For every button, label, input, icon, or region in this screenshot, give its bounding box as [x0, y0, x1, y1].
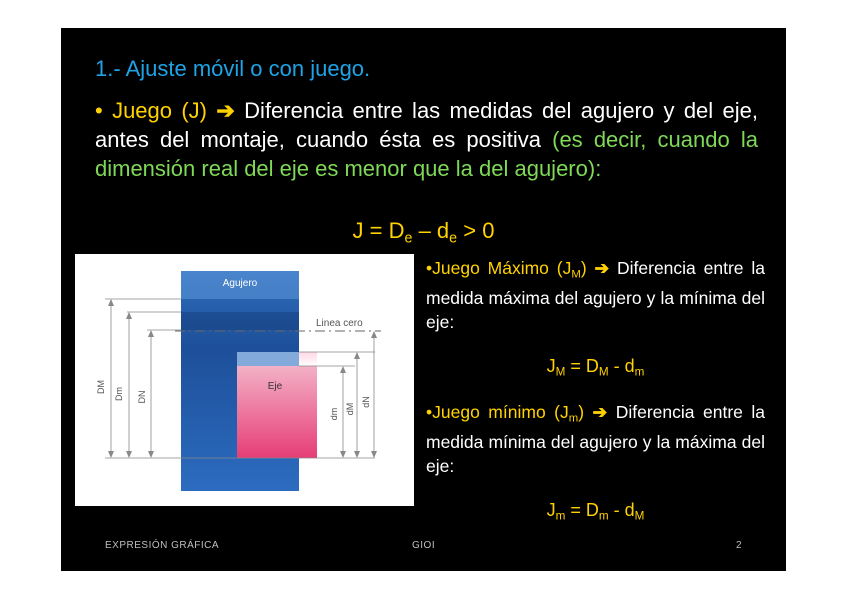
- footer-center: GIOI: [412, 540, 436, 551]
- max-play-definition: Diferencia entre la medida máxima del agujero y la mínima del eje:: [426, 258, 765, 333]
- dim-label-dN: dN: [361, 396, 371, 408]
- dim-label-dM: dM: [345, 402, 355, 416]
- zero-line-label: Linea cero: [316, 318, 363, 329]
- bullet: •: [95, 98, 103, 123]
- fit-diagram-svg: [75, 254, 414, 506]
- min-play-formula: $J_m = D_m - d_M$: [546, 500, 645, 523]
- fit-diagram: [75, 254, 414, 506]
- intro-paragraph: [95, 96, 758, 183]
- max-play-text: [426, 256, 765, 334]
- arrow-right-icon: ➔: [594, 258, 610, 278]
- dim-label-DN: DN: [137, 390, 147, 404]
- main-formula: $J = D_e - d_e > 0$: [352, 218, 495, 247]
- dim-label-Dm: Dm: [114, 387, 124, 401]
- shaft-block: [237, 366, 317, 458]
- dim-label-DM: DM: [96, 380, 106, 394]
- intro-definition: Diferencia entre las medidas del agujero y del eje, antes del montaje, cuando ésta es positiva: [95, 98, 758, 152]
- dim-label-dm: dm: [329, 407, 339, 421]
- bullet: •: [426, 402, 433, 422]
- hole-label: Agujero: [222, 278, 258, 289]
- term-juego-minimo: Juego mínimo $(J_m)$: [432, 402, 585, 425]
- intro-clarification: (es decir, cuando la dimensión real del eje es menor que la del agujero):: [95, 127, 758, 181]
- slide-title: 1.- Ajuste móvil o con juego.: [95, 56, 371, 81]
- term-juego: Juego (J): [112, 98, 208, 123]
- page-number: 2: [736, 540, 743, 551]
- bullet: •: [426, 258, 433, 278]
- footer-course: EXPRESIÓN GRÁFICA: [105, 540, 220, 551]
- arrow-right-icon: ➔: [592, 402, 608, 422]
- slide: [61, 28, 786, 571]
- term-juego-maximo: Juego Máximo $(J_M)$: [432, 258, 587, 281]
- shaft-label: Eje: [267, 381, 283, 392]
- max-play-formula: $J_M = D_M - d_m$: [546, 356, 645, 379]
- min-play-definition: Diferencia entre la medida mínima del agujero y la máxima del eje:: [426, 402, 765, 477]
- min-play-text: [426, 400, 765, 478]
- arrow-right-icon: ➔: [216, 98, 235, 123]
